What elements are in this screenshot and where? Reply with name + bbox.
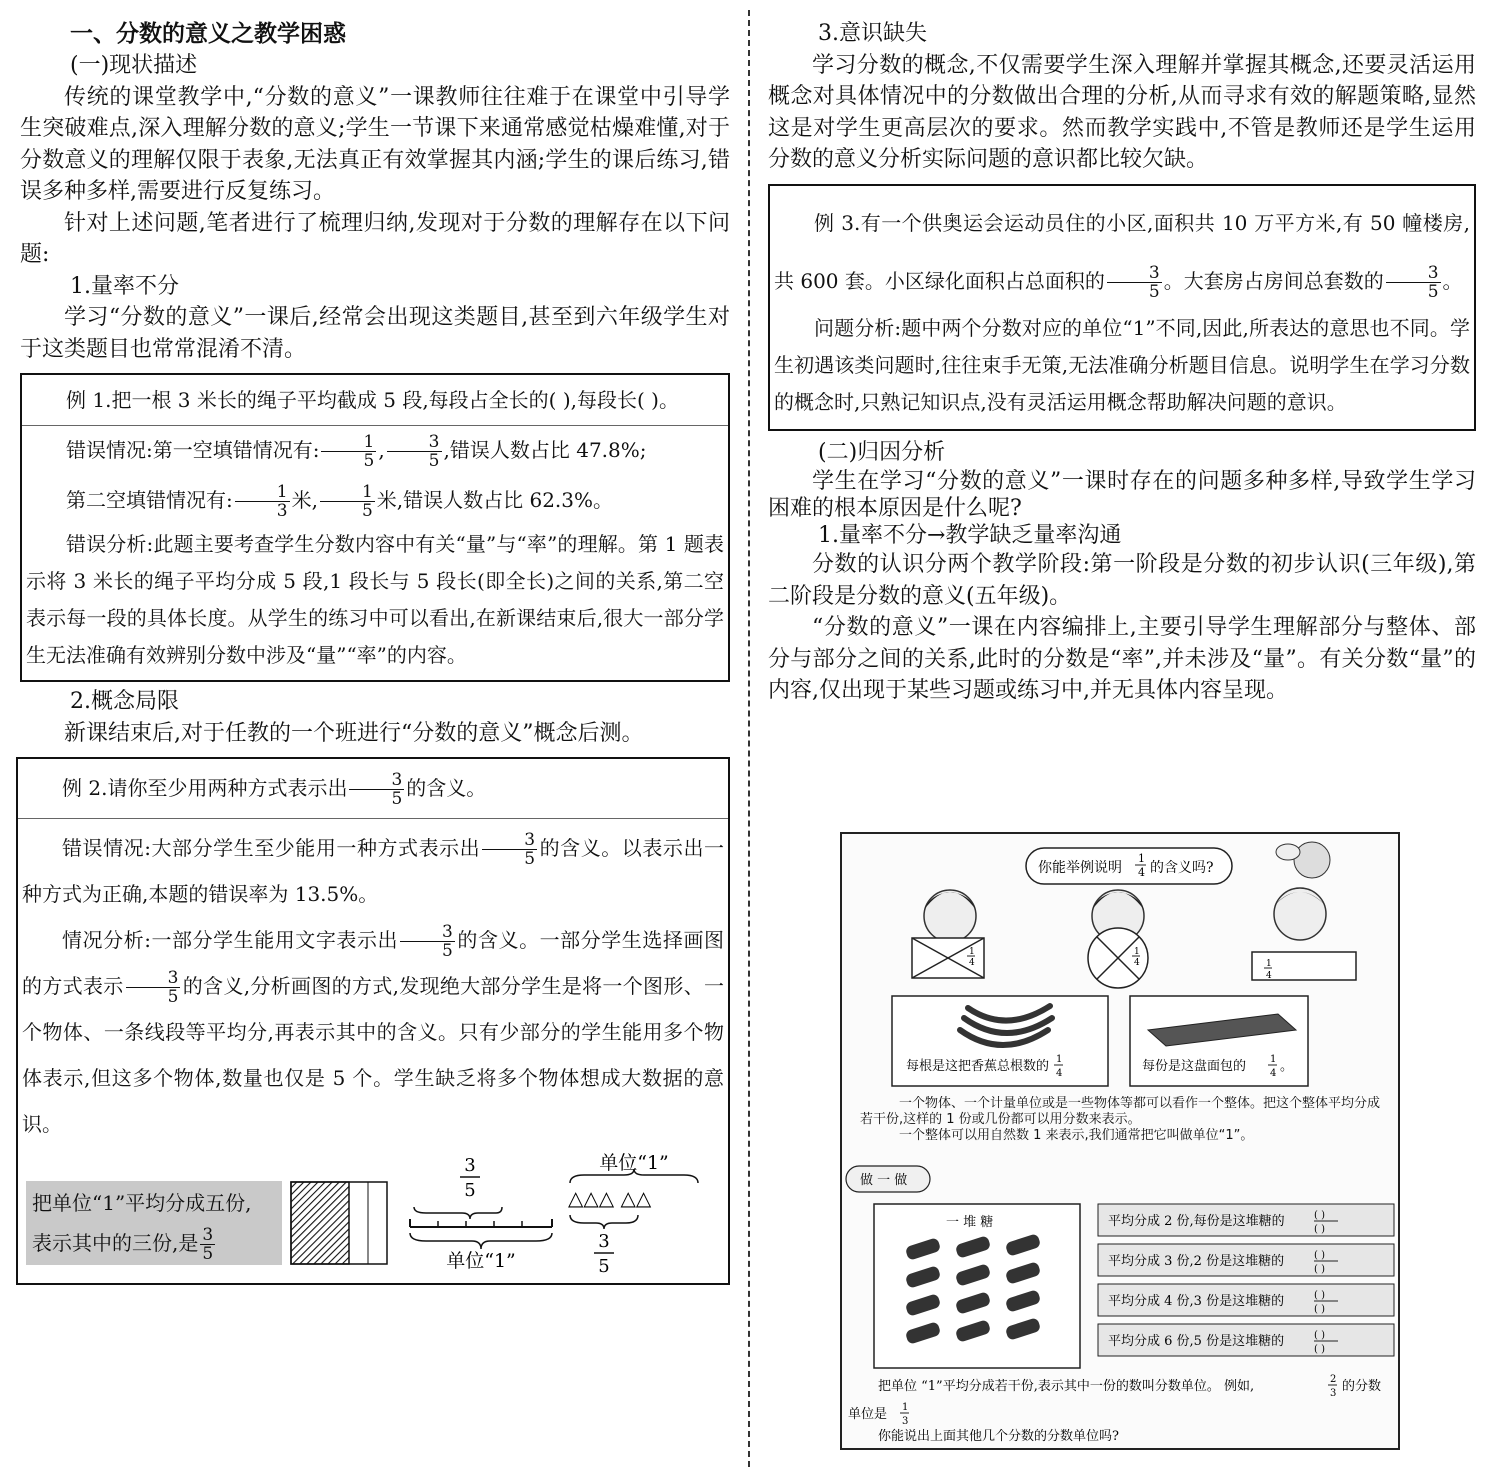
paragraph: 针对上述问题,笔者进行了梳理归纳,发现对于分数的理解存在以下问题: bbox=[20, 210, 730, 267]
blank-fraction-num: ( ) bbox=[1314, 1250, 1325, 1261]
candy-row-4: 平均分成 6 份,5 份是这堆糖的 bbox=[1108, 1334, 1285, 1349]
fraction-3-5: $\frac{3}{5}$ bbox=[126, 969, 181, 1006]
blank-fraction-num: ( ) bbox=[1314, 1290, 1325, 1301]
fraction-denominator: 4 bbox=[1270, 1068, 1277, 1079]
segment-line-figure bbox=[406, 1149, 556, 1269]
candy-rows bbox=[1098, 1204, 1394, 1356]
fraction-1-5: $\frac{1}{5}$ bbox=[320, 483, 375, 520]
blank-fraction-num: ( ) bbox=[1314, 1210, 1325, 1221]
column-divider bbox=[748, 10, 750, 1467]
subheading-status: (一)现状描述 bbox=[70, 53, 198, 78]
paragraph: 传统的课堂教学中,“分数的意义”一课教师往往难于在课堂中引导学生突破难点,深入理解分数的意义;学生一节课下来通常感觉枯燥难懂,对于分数意义的理解仅限于表象,无法真正有效掌握其内涵;学生的课后练习,错误多种多样,需要进行反复练习。 bbox=[20, 84, 730, 204]
example-1-box bbox=[20, 373, 730, 682]
bread-caption-end: 。 bbox=[1280, 1059, 1294, 1074]
fraction-denominator: 4 bbox=[1138, 866, 1145, 879]
blank-fraction-den: ( ) bbox=[1314, 1344, 1325, 1355]
fraction-numerator: 1 bbox=[1056, 1054, 1063, 1065]
item-heading: 3.意识缺失 bbox=[818, 21, 927, 46]
item-heading: 1.量率不分→教学缺乏量率沟通 bbox=[818, 523, 1122, 548]
fraction-numerator: 3 bbox=[464, 1155, 476, 1176]
item-heading: 2.概念局限 bbox=[70, 689, 179, 714]
triangles: △△△ △△ bbox=[568, 1186, 652, 1210]
fraction-numerator: 3 bbox=[598, 1231, 610, 1252]
example-2-error: 错误情况:大部分学生至少能用一种方式表示出 $\frac{3}{5}$ 的含义。以表示出一种方式为正确,本题的错误率为 13.5%。 bbox=[22, 830, 724, 906]
bread-caption: 每份是这盘面包的 bbox=[1142, 1059, 1247, 1074]
example-3-box bbox=[768, 184, 1476, 431]
paragraph: 学习“分数的意义”一课后,经常会出现这类题目,甚至到六年级学生对于这类题目也常常混淆不清。 bbox=[20, 305, 730, 362]
triangles-figure bbox=[562, 1147, 712, 1275]
item-heading: 1.量率不分 bbox=[70, 273, 179, 299]
blank-fraction-den: ( ) bbox=[1314, 1264, 1325, 1275]
hatched-rectangle-figure bbox=[290, 1181, 390, 1267]
unit-explanation: 把单位 “1”平均分成若干份,表示其中一份的数叫分数单位。 例如, bbox=[878, 1379, 1255, 1394]
fraction-numerator: 1 bbox=[1134, 947, 1140, 957]
unit-1-label: 单位“1” bbox=[446, 1250, 516, 1269]
example-1-error-2: 第二空填错情况有: $\frac{1}{3}$ 米, $\frac{1}{5}$ 米,错误人数占比 62.3%。 bbox=[66, 482, 614, 521]
example-1-analysis: 错误分析:此题主要考查学生分数内容中有关“量”与“率”的理解。第 1 题表示将 3 米长的绳子平均分成 5 段,1 段长与 5 段长(即全长)之间的关系,第二空表示每一段的具体长度。从学生的练习中可以看出,在新课结束后,很大一部分学生无法准确有效辨别分数中涉及“量”“率”的内容。 bbox=[26, 532, 724, 667]
example-3-question: 例 3.有一个供奥运会运动员住的小区,面积共 10 万平方米,有 50 幢楼房,共 600 套。小区绿化面积占总面积的 $\frac{3}{5}$ 。大套房占房间总套数的 $\frac{3}{5}$ 。 bbox=[774, 210, 1470, 302]
example-1-question: 例 1.把一根 3 米长的绳子平均截成 5 段,每段占全长的( ),每段长( )。 bbox=[66, 388, 679, 412]
example-2-figures bbox=[22, 1147, 724, 1277]
fraction-1-3: $\frac{1}{3}$ bbox=[235, 483, 290, 520]
fraction-denominator: 5 bbox=[464, 1180, 476, 1201]
blank-fraction-den: ( ) bbox=[1314, 1224, 1325, 1235]
bubble-text-pre: 你能举例说明 bbox=[1038, 860, 1122, 876]
section-heading: 一、分数的意义之教学困惑 bbox=[70, 21, 346, 47]
candy-row-2: 平均分成 3 份,2 份是这堆糖的 bbox=[1108, 1254, 1285, 1269]
paragraph: “分数的意义”一课在内容编排上,主要引导学生理解部分与整体、部分与部分之间的关系,此时的分数是“率”,并未涉及“量”。有关分数“量”的内容,仅出现于某些习题或练习中,并无具体内容呈现。 bbox=[768, 615, 1476, 703]
unit-explanation-2: 单位是 bbox=[848, 1407, 888, 1422]
fraction-denominator: 3 bbox=[1330, 1388, 1337, 1399]
fraction-denominator: 4 bbox=[1134, 958, 1140, 968]
do-it-label: 做 一 做 bbox=[860, 1173, 908, 1188]
fraction-3-5: $\frac{3}{5}$ bbox=[1386, 264, 1441, 301]
unit-1-label: 单位“1” bbox=[599, 1152, 669, 1174]
candy-title: 一 堆 糖 bbox=[946, 1215, 994, 1230]
fraction-3-5: $\frac{3}{5}$ bbox=[387, 433, 442, 470]
fraction-denominator: 5 bbox=[598, 1256, 610, 1275]
example-2-question: 例 2.请你至少用两种方式表示出 $\frac{3}{5}$ 的含义。 bbox=[62, 770, 487, 809]
fraction-numerator: 2 bbox=[1330, 1374, 1337, 1385]
left-column bbox=[20, 18, 730, 1289]
banana-caption: 每根是这把香蕉总根数的 bbox=[906, 1059, 1050, 1074]
fraction-denominator: 4 bbox=[969, 958, 975, 968]
bubble-text-post: 的含义吗? bbox=[1150, 860, 1214, 876]
fraction-3-5: $\frac{3}{5}$ bbox=[202, 1225, 214, 1264]
example-2-analysis: 情况分析:一部分学生能用文字表示出 $\frac{3}{5}$ 的含义。一部分学生选择画图的方式表示 $\frac{3}{5}$ 的含义,分析画图的方式,发现绝大部分学生是将一个图形、一个物体、一条线段等平均分,再表示其中的含义。只有少部分的学生能用多个物体表示,但这多个物体,数量也仅是 5 个。学生缺乏将多个物体想成大数据的意识。 bbox=[22, 922, 725, 1136]
paragraph: 学习分数的概念,不仅需要学生深入理解并掌握其概念,还要灵活运用概念对具体情况中的分数做出合理的分析,从而寻求有效的解题策略,显然这是对学生更高层次的要求。然而教学实践中,不管是教师还是学生运用分数的意义分析实际问题的意识都比较欠缺。 bbox=[768, 52, 1476, 172]
fraction-3-5: $\frac{3}{5}$ bbox=[400, 923, 455, 960]
candy-row-1: 平均分成 2 份,每份是这堆糖的 bbox=[1108, 1214, 1285, 1229]
fraction-numerator: 1 bbox=[1270, 1054, 1277, 1065]
textbook-description: 一个整体可以用自然数 1 来表示,我们通常把它叫做单位“1”。 bbox=[899, 1128, 1254, 1143]
textbook-illustration bbox=[842, 834, 1400, 1450]
example-3-analysis: 问题分析:题中两个分数对应的单位“1”不同,因此,所表达的意思也不同。学生初遇该类问题时,往往束手无策,无法准确分析题目信息。说明学生在学习分数的概念时,只熟记知识点,没有灵活运用概念帮助解决问题的意识。 bbox=[774, 315, 1470, 414]
paragraph: 分数的认识分两个教学阶段:第一阶段是分数的初步认识(三年级),第二阶段是分数的意义(五年级)。 bbox=[768, 552, 1476, 609]
subheading-cause: (二)归因分析 bbox=[818, 439, 946, 465]
blank-fraction-num: ( ) bbox=[1314, 1330, 1325, 1341]
unit-explanation-end: 的分数 bbox=[1342, 1379, 1382, 1394]
textbook-description: 一个物体、一个计量单位或是一些物体等都可以看作一个整体。把这个整体平均分成若干份,这样的 1 份或几份都可以用分数来表示。 bbox=[860, 1096, 1380, 1127]
fraction-1-5: $\frac{1}{5}$ bbox=[321, 433, 376, 470]
example-1-error-1: 错误情况:第一空填错情况有: $\frac{1}{5}$ , $\frac{3}{5}$ ,错误人数占比 47.8%; bbox=[66, 432, 647, 471]
paragraph: 学生在学习“分数的意义”一课时存在的问题多种多样,导致学生学习困难的根本原因是什么呢? bbox=[768, 469, 1476, 521]
right-column bbox=[768, 18, 1476, 707]
fraction-numerator: 1 bbox=[1266, 959, 1272, 969]
fraction-3-5: $\frac{3}{5}$ bbox=[1107, 264, 1162, 301]
candy-row-3: 平均分成 4 份,3 份是这堆糖的 bbox=[1108, 1294, 1285, 1309]
textbook-question: 你能说出上面其他几个分数的分数单位吗? bbox=[878, 1429, 1119, 1444]
example-2-box bbox=[16, 757, 730, 1285]
grey-caption: 把单位“1”平均分成五份, 表示其中的三份,是 $\frac{3}{5}$ bbox=[26, 1181, 282, 1265]
fraction-denominator: 3 bbox=[902, 1416, 909, 1427]
fraction-numerator: 1 bbox=[1138, 852, 1145, 865]
blank-fraction-den: ( ) bbox=[1314, 1304, 1325, 1315]
fraction-3-5: $\frac{3}{5}$ bbox=[349, 771, 404, 808]
fraction-denominator: 4 bbox=[1266, 971, 1272, 981]
fraction-numerator: 1 bbox=[902, 1402, 909, 1413]
fraction-numerator: 1 bbox=[969, 947, 975, 957]
fraction-3-5: $\frac{3}{5}$ bbox=[482, 831, 537, 868]
textbook-figure bbox=[840, 832, 1400, 1450]
fraction-denominator: 4 bbox=[1056, 1068, 1063, 1079]
paragraph: 新课结束后,对于任教的一个班进行“分数的意义”概念后测。 bbox=[64, 720, 644, 746]
